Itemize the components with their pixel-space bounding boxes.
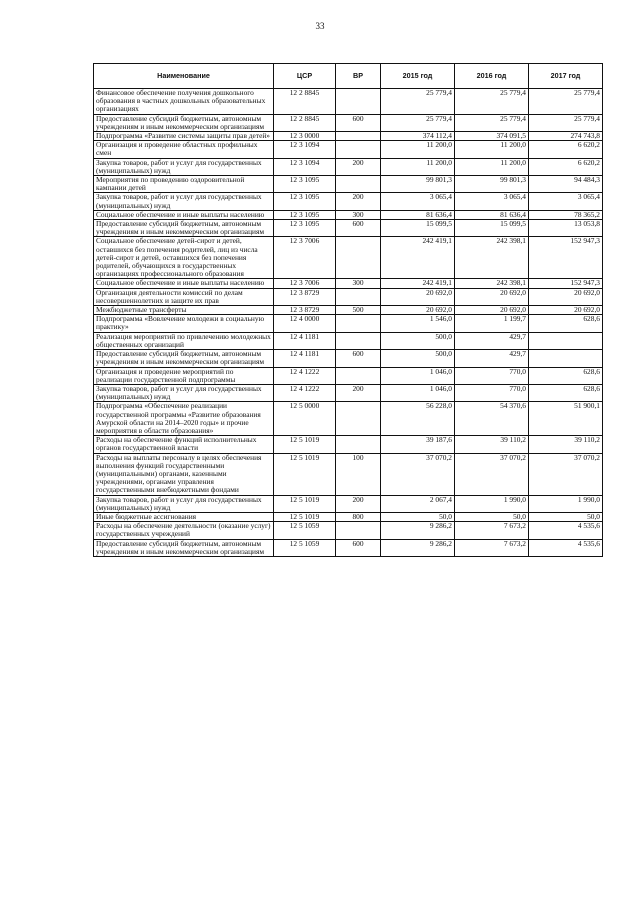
column-header-2017: 2017 год [529, 64, 603, 89]
cell-2015: 25 779,4 [381, 114, 455, 131]
page-number: 33 [315, 21, 325, 31]
cell-2016: 242 398,1 [455, 237, 529, 279]
column-header-name: Наименование [94, 64, 274, 89]
cell-vr [336, 367, 381, 384]
cell-csr: 12 5 1059 [274, 522, 336, 539]
cell-vr: 200 [336, 384, 381, 401]
cell-2016: 99 801,3 [455, 176, 529, 193]
cell-2015: 242 419,1 [381, 237, 455, 279]
cell-2015: 2 067,4 [381, 495, 455, 512]
cell-2016: 25 779,4 [455, 114, 529, 131]
table-row [94, 384, 603, 401]
cell-name: Организация и проведение мероприятий по реализации государственной подпрограммы [94, 367, 274, 384]
cell-2016: 15 099,5 [455, 220, 529, 237]
cell-2015: 3 065,4 [381, 193, 455, 210]
cell-2017: 1 990,0 [529, 495, 603, 512]
table-row [94, 158, 603, 175]
table-row [94, 402, 603, 436]
cell-2017: 20 692,0 [529, 288, 603, 305]
cell-2016: 81 636,4 [455, 210, 529, 219]
table-row [94, 193, 603, 210]
cell-csr: 12 2 8845 [274, 114, 336, 131]
cell-2017: 20 692,0 [529, 306, 603, 315]
cell-name: Подпрограмма «Вовлечение молодежи в социальную практику» [94, 315, 274, 332]
cell-2015: 500,0 [381, 332, 455, 349]
cell-csr: 12 3 8729 [274, 306, 336, 315]
cell-2017: 3 065,4 [529, 193, 603, 210]
cell-name: Закупка товаров, работ и услуг для государственных (муниципальных) нужд [94, 384, 274, 401]
cell-2015: 1 546,0 [381, 315, 455, 332]
cell-2015: 56 228,0 [381, 402, 455, 436]
cell-2017: 4 535,6 [529, 522, 603, 539]
cell-vr [336, 402, 381, 436]
table-body [94, 89, 603, 557]
cell-2015: 11 200,0 [381, 141, 455, 158]
cell-vr [336, 132, 381, 141]
table-row [94, 350, 603, 367]
cell-vr: 200 [336, 158, 381, 175]
cell-2015: 9 286,2 [381, 539, 455, 556]
cell-2015: 81 636,4 [381, 210, 455, 219]
cell-2016: 25 779,4 [455, 89, 529, 115]
cell-2017: 78 365,2 [529, 210, 603, 219]
table-row [94, 279, 603, 288]
cell-2016: 11 200,0 [455, 141, 529, 158]
cell-2016: 242 398,1 [455, 279, 529, 288]
cell-csr: 12 2 8845 [274, 89, 336, 115]
table-row [94, 522, 603, 539]
cell-2017: 274 743,8 [529, 132, 603, 141]
cell-csr: 12 4 1181 [274, 350, 336, 367]
cell-2016: 429,7 [455, 332, 529, 349]
table-row [94, 539, 603, 556]
cell-csr: 12 3 1095 [274, 210, 336, 219]
cell-2016: 50,0 [455, 512, 529, 521]
cell-2016: 7 673,2 [455, 539, 529, 556]
cell-name: Организация деятельности комиссий по делам несовершеннолетних и защите их прав [94, 288, 274, 305]
cell-vr [336, 141, 381, 158]
cell-2017: 628,6 [529, 367, 603, 384]
cell-vr: 300 [336, 210, 381, 219]
cell-name: Социальное обеспечение и иные выплаты населению [94, 210, 274, 219]
cell-2016: 1 990,0 [455, 495, 529, 512]
cell-name: Мероприятия по проведению оздоровительной кампании детей [94, 176, 274, 193]
cell-name: Предоставление субсидий бюджетным, автономным учреждениям и иным некоммерческим организациям [94, 539, 274, 556]
cell-2015: 1 046,0 [381, 367, 455, 384]
cell-name: Закупка товаров, работ и услуг для государственных (муниципальных) нужд [94, 193, 274, 210]
cell-csr: 12 4 1222 [274, 384, 336, 401]
cell-name: Социальное обеспечение и иные выплаты населению [94, 279, 274, 288]
cell-2017: 51 900,1 [529, 402, 603, 436]
cell-2017: 152 947,3 [529, 279, 603, 288]
cell-2015: 39 187,6 [381, 436, 455, 453]
cell-vr [336, 237, 381, 279]
cell-2017: 37 070,2 [529, 453, 603, 495]
cell-2017: 152 947,3 [529, 237, 603, 279]
cell-2017: 628,6 [529, 315, 603, 332]
cell-2016: 770,0 [455, 384, 529, 401]
table-row [94, 315, 603, 332]
cell-csr: 12 3 7006 [274, 279, 336, 288]
cell-name: Межбюджетные трансферты [94, 306, 274, 315]
table-row [94, 367, 603, 384]
cell-csr: 12 3 1094 [274, 141, 336, 158]
cell-2017: 13 053,8 [529, 220, 603, 237]
cell-csr: 12 3 0000 [274, 132, 336, 141]
cell-vr: 600 [336, 539, 381, 556]
column-header-2016: 2016 год [455, 64, 529, 89]
cell-2016: 429,7 [455, 350, 529, 367]
cell-2015: 11 200,0 [381, 158, 455, 175]
cell-2016: 20 692,0 [455, 288, 529, 305]
table-row [94, 495, 603, 512]
cell-2017: 6 620,2 [529, 141, 603, 158]
cell-vr [336, 522, 381, 539]
cell-2016: 770,0 [455, 367, 529, 384]
cell-vr: 600 [336, 350, 381, 367]
table-row [94, 220, 603, 237]
cell-vr: 800 [336, 512, 381, 521]
cell-csr: 12 5 1019 [274, 495, 336, 512]
cell-2016: 20 692,0 [455, 306, 529, 315]
table-row [94, 89, 603, 115]
cell-vr [336, 176, 381, 193]
cell-2015: 20 692,0 [381, 288, 455, 305]
cell-csr: 12 5 1059 [274, 539, 336, 556]
table-row [94, 176, 603, 193]
cell-name: Расходы на обеспечение деятельности (оказание услуг) государственных учреждений [94, 522, 274, 539]
cell-2015: 9 286,2 [381, 522, 455, 539]
cell-2016: 3 065,4 [455, 193, 529, 210]
cell-vr: 500 [336, 306, 381, 315]
cell-csr: 12 4 0000 [274, 315, 336, 332]
cell-2016: 11 200,0 [455, 158, 529, 175]
cell-2016: 7 673,2 [455, 522, 529, 539]
column-header-csr: ЦСР [274, 64, 336, 89]
cell-2015: 37 070,2 [381, 453, 455, 495]
cell-csr: 12 5 1019 [274, 512, 336, 521]
cell-csr: 12 5 0000 [274, 402, 336, 436]
cell-csr: 12 4 1181 [274, 332, 336, 349]
cell-name: Расходы на выплаты персоналу в целях обеспечения выполнения функций государственными (муниципальными) органами, казенными учреждениями, органами управления государственными внебюджетными фондами [94, 453, 274, 495]
cell-2017: 6 620,2 [529, 158, 603, 175]
cell-csr: 12 3 1095 [274, 193, 336, 210]
column-header-vr: ВР [336, 64, 381, 89]
cell-2017: 628,6 [529, 384, 603, 401]
cell-csr: 12 5 1019 [274, 436, 336, 453]
cell-name: Организация и проведение областных профильных смен [94, 141, 274, 158]
cell-name: Подпрограмма «Обеспечение реализации государственной программы «Развитие образования Амурской области на 2014–2020 годы» и прочие мероприятия в области образования» [94, 402, 274, 436]
cell-csr: 12 3 1095 [274, 176, 336, 193]
cell-2016: 1 199,7 [455, 315, 529, 332]
cell-2017: 25 779,4 [529, 114, 603, 131]
cell-csr: 12 3 1095 [274, 220, 336, 237]
cell-vr: 600 [336, 114, 381, 131]
cell-name: Предоставление субсидий бюджетным, автономным учреждениям и иным некоммерческим организациям [94, 350, 274, 367]
cell-2015: 374 112,4 [381, 132, 455, 141]
cell-vr [336, 332, 381, 349]
cell-name: Закупка товаров, работ и услуг для государственных (муниципальных) нужд [94, 495, 274, 512]
cell-2016: 54 370,6 [455, 402, 529, 436]
cell-2015: 25 779,4 [381, 89, 455, 115]
cell-2017: 94 484,3 [529, 176, 603, 193]
cell-vr [336, 315, 381, 332]
cell-2017 [529, 350, 603, 367]
cell-vr: 100 [336, 453, 381, 495]
table-row [94, 453, 603, 495]
cell-2017: 25 779,4 [529, 89, 603, 115]
cell-vr: 300 [336, 279, 381, 288]
cell-2015: 242 419,1 [381, 279, 455, 288]
cell-vr: 200 [336, 495, 381, 512]
cell-2015: 15 099,5 [381, 220, 455, 237]
cell-2016: 374 091,5 [455, 132, 529, 141]
cell-csr: 12 5 1019 [274, 453, 336, 495]
table-row [94, 332, 603, 349]
cell-2017: 39 110,2 [529, 436, 603, 453]
cell-2016: 39 110,2 [455, 436, 529, 453]
cell-2016: 37 070,2 [455, 453, 529, 495]
table-row [94, 288, 603, 305]
cell-name: Предоставление субсидий бюджетным, автономным учреждениям и иным некоммерческим организациям [94, 220, 274, 237]
cell-name: Закупка товаров, работ и услуг для государственных (муниципальных) нужд [94, 158, 274, 175]
cell-2015: 20 692,0 [381, 306, 455, 315]
cell-csr: 12 4 1222 [274, 367, 336, 384]
cell-csr: 12 3 8729 [274, 288, 336, 305]
cell-name: Подпрограмма «Развитие системы защиты прав детей» [94, 132, 274, 141]
cell-name: Реализация мероприятий по привлечению молодежных общественных организаций [94, 332, 274, 349]
cell-name: Иные бюджетные ассигнования [94, 512, 274, 521]
cell-csr: 12 3 7006 [274, 237, 336, 279]
table-row [94, 237, 603, 279]
table-header-row [94, 64, 603, 89]
cell-2017: 50,0 [529, 512, 603, 521]
budget-table [93, 63, 603, 557]
cell-2015: 99 801,3 [381, 176, 455, 193]
cell-name: Предоставление субсидий бюджетным, автономным учреждениям и иным некоммерческим организациям [94, 114, 274, 131]
cell-name: Финансовое обеспечение получения дошкольного образования в частных дошкольных образовательных организациях [94, 89, 274, 115]
cell-2015: 50,0 [381, 512, 455, 521]
cell-vr [336, 288, 381, 305]
cell-name: Расходы на обеспечение функций исполнительных органов государственной власти [94, 436, 274, 453]
cell-vr [336, 89, 381, 115]
cell-2015: 1 046,0 [381, 384, 455, 401]
table-row [94, 114, 603, 131]
table-row [94, 141, 603, 158]
cell-vr [336, 436, 381, 453]
cell-vr: 600 [336, 220, 381, 237]
cell-name: Социальное обеспечение детей-сирот и детей, оставшихся без попечения родителей, лиц из числа детей-сирот и детей, оставшихся без попечения родителей, обучающихся в государственных организациях профессионального образования [94, 237, 274, 279]
cell-2015: 500,0 [381, 350, 455, 367]
cell-csr: 12 3 1094 [274, 158, 336, 175]
cell-2017: 4 535,6 [529, 539, 603, 556]
column-header-2015: 2015 год [381, 64, 455, 89]
table-row [94, 436, 603, 453]
cell-vr: 200 [336, 193, 381, 210]
cell-2017 [529, 332, 603, 349]
